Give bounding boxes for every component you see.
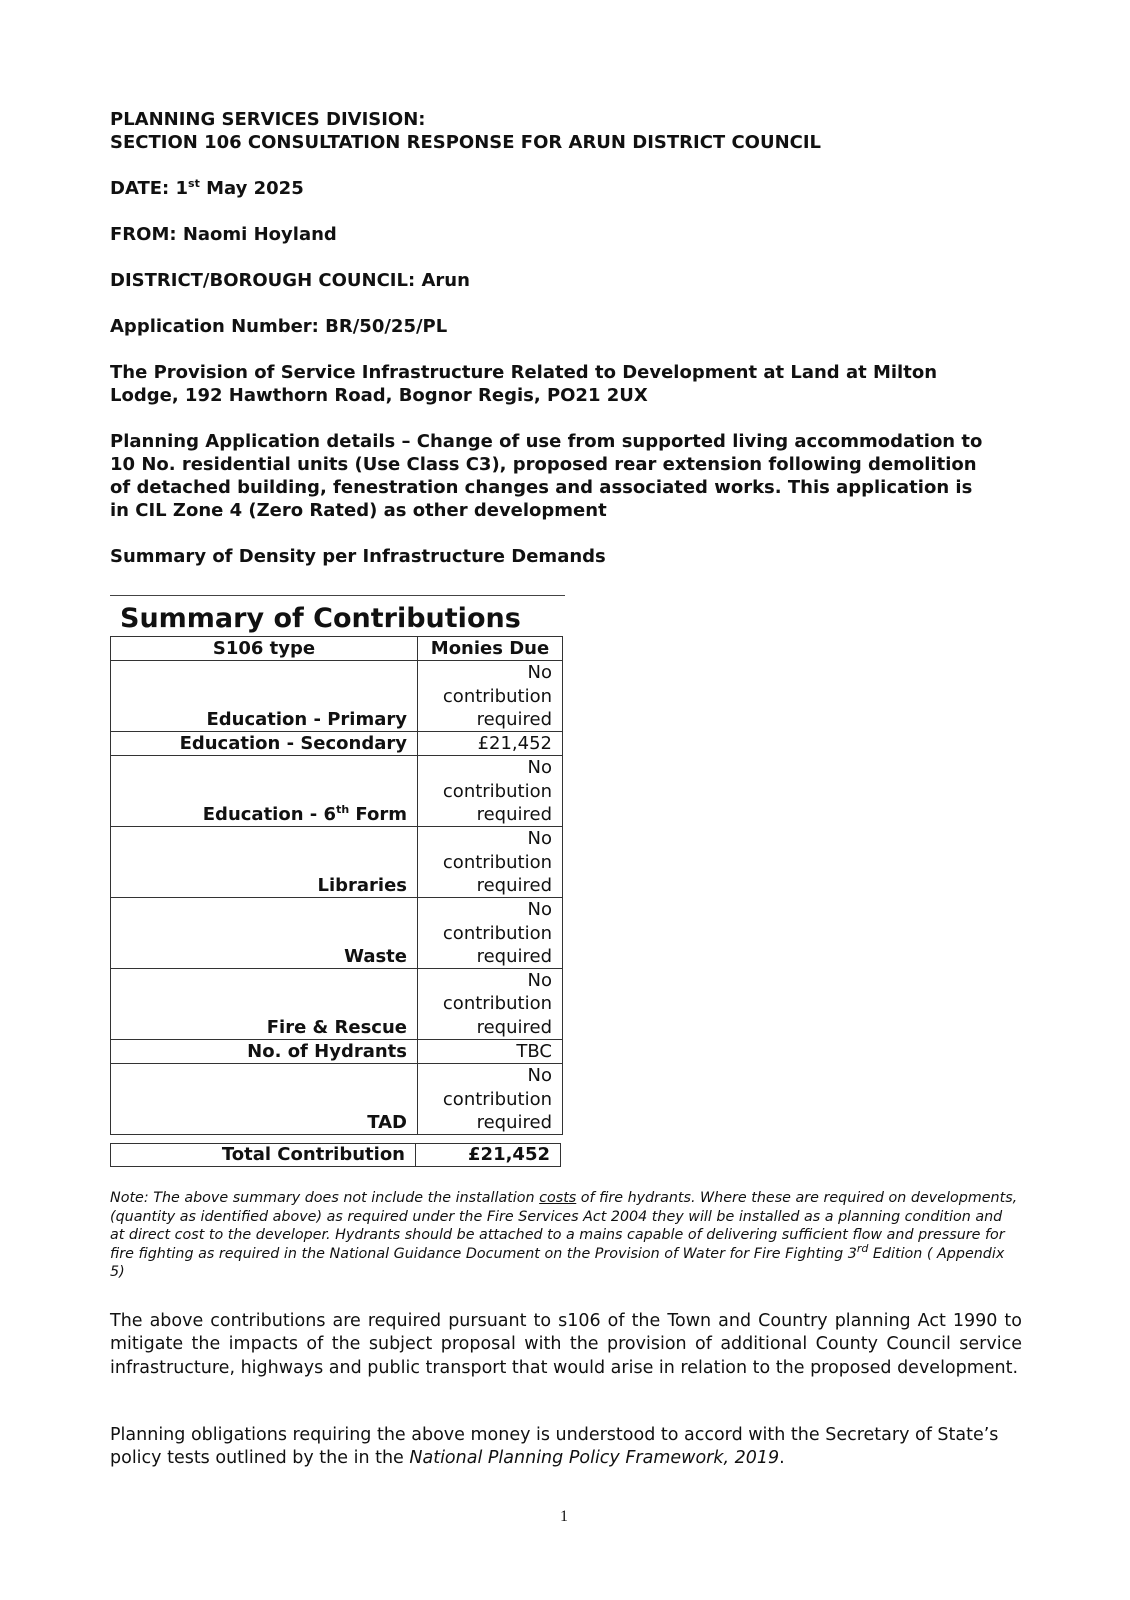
due-line: £21,452 <box>477 733 552 755</box>
from-line: FROM: Naomi Hoyland <box>110 224 337 245</box>
table-row <box>111 969 563 1040</box>
due-line: No <box>527 899 552 921</box>
type-sup: th <box>336 803 350 817</box>
row-type: Fire & Rescue <box>111 969 418 1040</box>
note-sup: rd <box>856 1241 869 1255</box>
due-line: No <box>527 970 552 992</box>
total-label: Total Contribution <box>111 1144 416 1167</box>
division-heading: PLANNING SERVICES DIVISION: <box>110 109 426 130</box>
type-text: Education - 6 <box>202 804 337 826</box>
due-line: required <box>476 874 552 896</box>
row-type: Waste <box>111 898 418 969</box>
application-details: Planning Application details – Change of use from supported living accommodation to 10 No. residential units (Use Class C3), proposed rear extension following demolition of detached building, fenestration changes and associated works. This application is in CIL Zone 4 (Zero Rated) as other development <box>110 431 983 521</box>
due-line: No <box>527 828 552 850</box>
row-due <box>418 1040 563 1064</box>
due-line: No <box>527 1065 552 1087</box>
due-line: contribution <box>442 685 552 707</box>
table-row <box>111 661 563 732</box>
row-due <box>418 969 563 1040</box>
total-value: £21,452 <box>416 1144 561 1167</box>
column-header-type: S106 type <box>111 637 418 661</box>
due-line: TBC <box>516 1041 552 1063</box>
row-type: Libraries <box>111 827 418 898</box>
due-line: required <box>476 945 552 967</box>
provision-heading: The Provision of Service Infrastructure Related to Development at Land at Milton Lodge, 192 Hawthorn Road, Bognor Regis, PO21 2UX <box>110 362 938 406</box>
date-label: DATE: <box>110 178 176 199</box>
table-row <box>111 756 563 827</box>
table-row <box>111 1040 563 1064</box>
column-header-monies: Monies Due <box>418 637 563 661</box>
contributions-title: Summary of Contributions <box>120 603 521 634</box>
note-underlined: costs <box>539 1190 577 1206</box>
row-due <box>418 756 563 827</box>
document-header <box>110 108 1030 568</box>
date-suffix: st <box>188 177 200 190</box>
note-text: Note: The above summary does not include the installation <box>110 1190 540 1206</box>
date-line <box>110 177 1030 200</box>
obligations-paragraph <box>110 1424 1022 1471</box>
table-row <box>111 1064 563 1135</box>
table-row <box>111 898 563 969</box>
table-header-row <box>111 637 563 661</box>
due-line: contribution <box>442 922 552 944</box>
row-due <box>418 898 563 969</box>
contributions-paragraph: The above contributions are required pursuant to s106 of the Town and Country planning Act 1990 to mitigate the impacts of the subject proposal with the provision of additional County Council service infrastructure, highways and public transport that would arise in relation to the proposed development. <box>110 1311 1022 1378</box>
row-due <box>418 1064 563 1135</box>
row-type: No. of Hydrants <box>111 1040 418 1064</box>
row-type <box>111 756 418 827</box>
due-line: required <box>476 708 552 730</box>
due-line: contribution <box>442 780 552 802</box>
summary-density-heading: Summary of Density per Infrastructure Demands <box>110 546 606 567</box>
total-row <box>111 1144 561 1167</box>
paragraph-text: Planning obligations requiring the above money is understood to accord with the Secretary of State’s policy tests outlined by the in the <box>110 1425 999 1469</box>
due-line: contribution <box>442 1088 552 1110</box>
row-type: Education - Secondary <box>111 732 418 756</box>
horizontal-rule <box>110 595 565 596</box>
table-row <box>111 827 563 898</box>
paragraph-text: . <box>779 1448 785 1469</box>
row-type: Education - Primary <box>111 661 418 732</box>
note-text: Edition ( Appendix 5) <box>110 1245 1005 1280</box>
row-due <box>418 732 563 756</box>
due-line: required <box>476 804 552 826</box>
due-line: No <box>527 662 552 684</box>
row-due <box>418 827 563 898</box>
row-due <box>418 661 563 732</box>
due-line: No <box>527 757 552 779</box>
page-number: 1 <box>560 1508 568 1525</box>
type-text: Form <box>349 804 407 826</box>
council-line: DISTRICT/BOROUGH COUNCIL: Arun <box>110 270 470 291</box>
hydrant-note <box>110 1189 1020 1282</box>
nppf-reference: National Planning Policy Framework, 2019 <box>409 1448 780 1469</box>
due-line: required <box>476 1016 552 1038</box>
row-type: TAD <box>111 1064 418 1135</box>
total-contribution-table <box>110 1143 561 1167</box>
due-line: required <box>476 1111 552 1133</box>
date-day: 1 <box>175 178 189 199</box>
date-rest: May 2025 <box>199 178 304 199</box>
table-row <box>111 732 563 756</box>
section-heading: SECTION 106 CONSULTATION RESPONSE FOR ARUN DISTRICT COUNCIL <box>110 132 822 153</box>
note-text: of fire hydrants. Where these are required on developments, (quantity as identified above) as required under the Fire Services Act 2004 they will be installed as a planning condition and at direct cost to the developer. Hydrants should be attached to a mains capable of delivering sufficient flow and pressure for fire fighting as required in the National Guidance Document on the Provision of Water for Fire Fighting 3 <box>110 1190 1018 1262</box>
due-line: contribution <box>442 851 552 873</box>
due-line: contribution <box>442 993 552 1015</box>
contributions-table <box>110 636 563 1135</box>
application-number: Application Number: BR/50/25/PL <box>110 316 448 337</box>
